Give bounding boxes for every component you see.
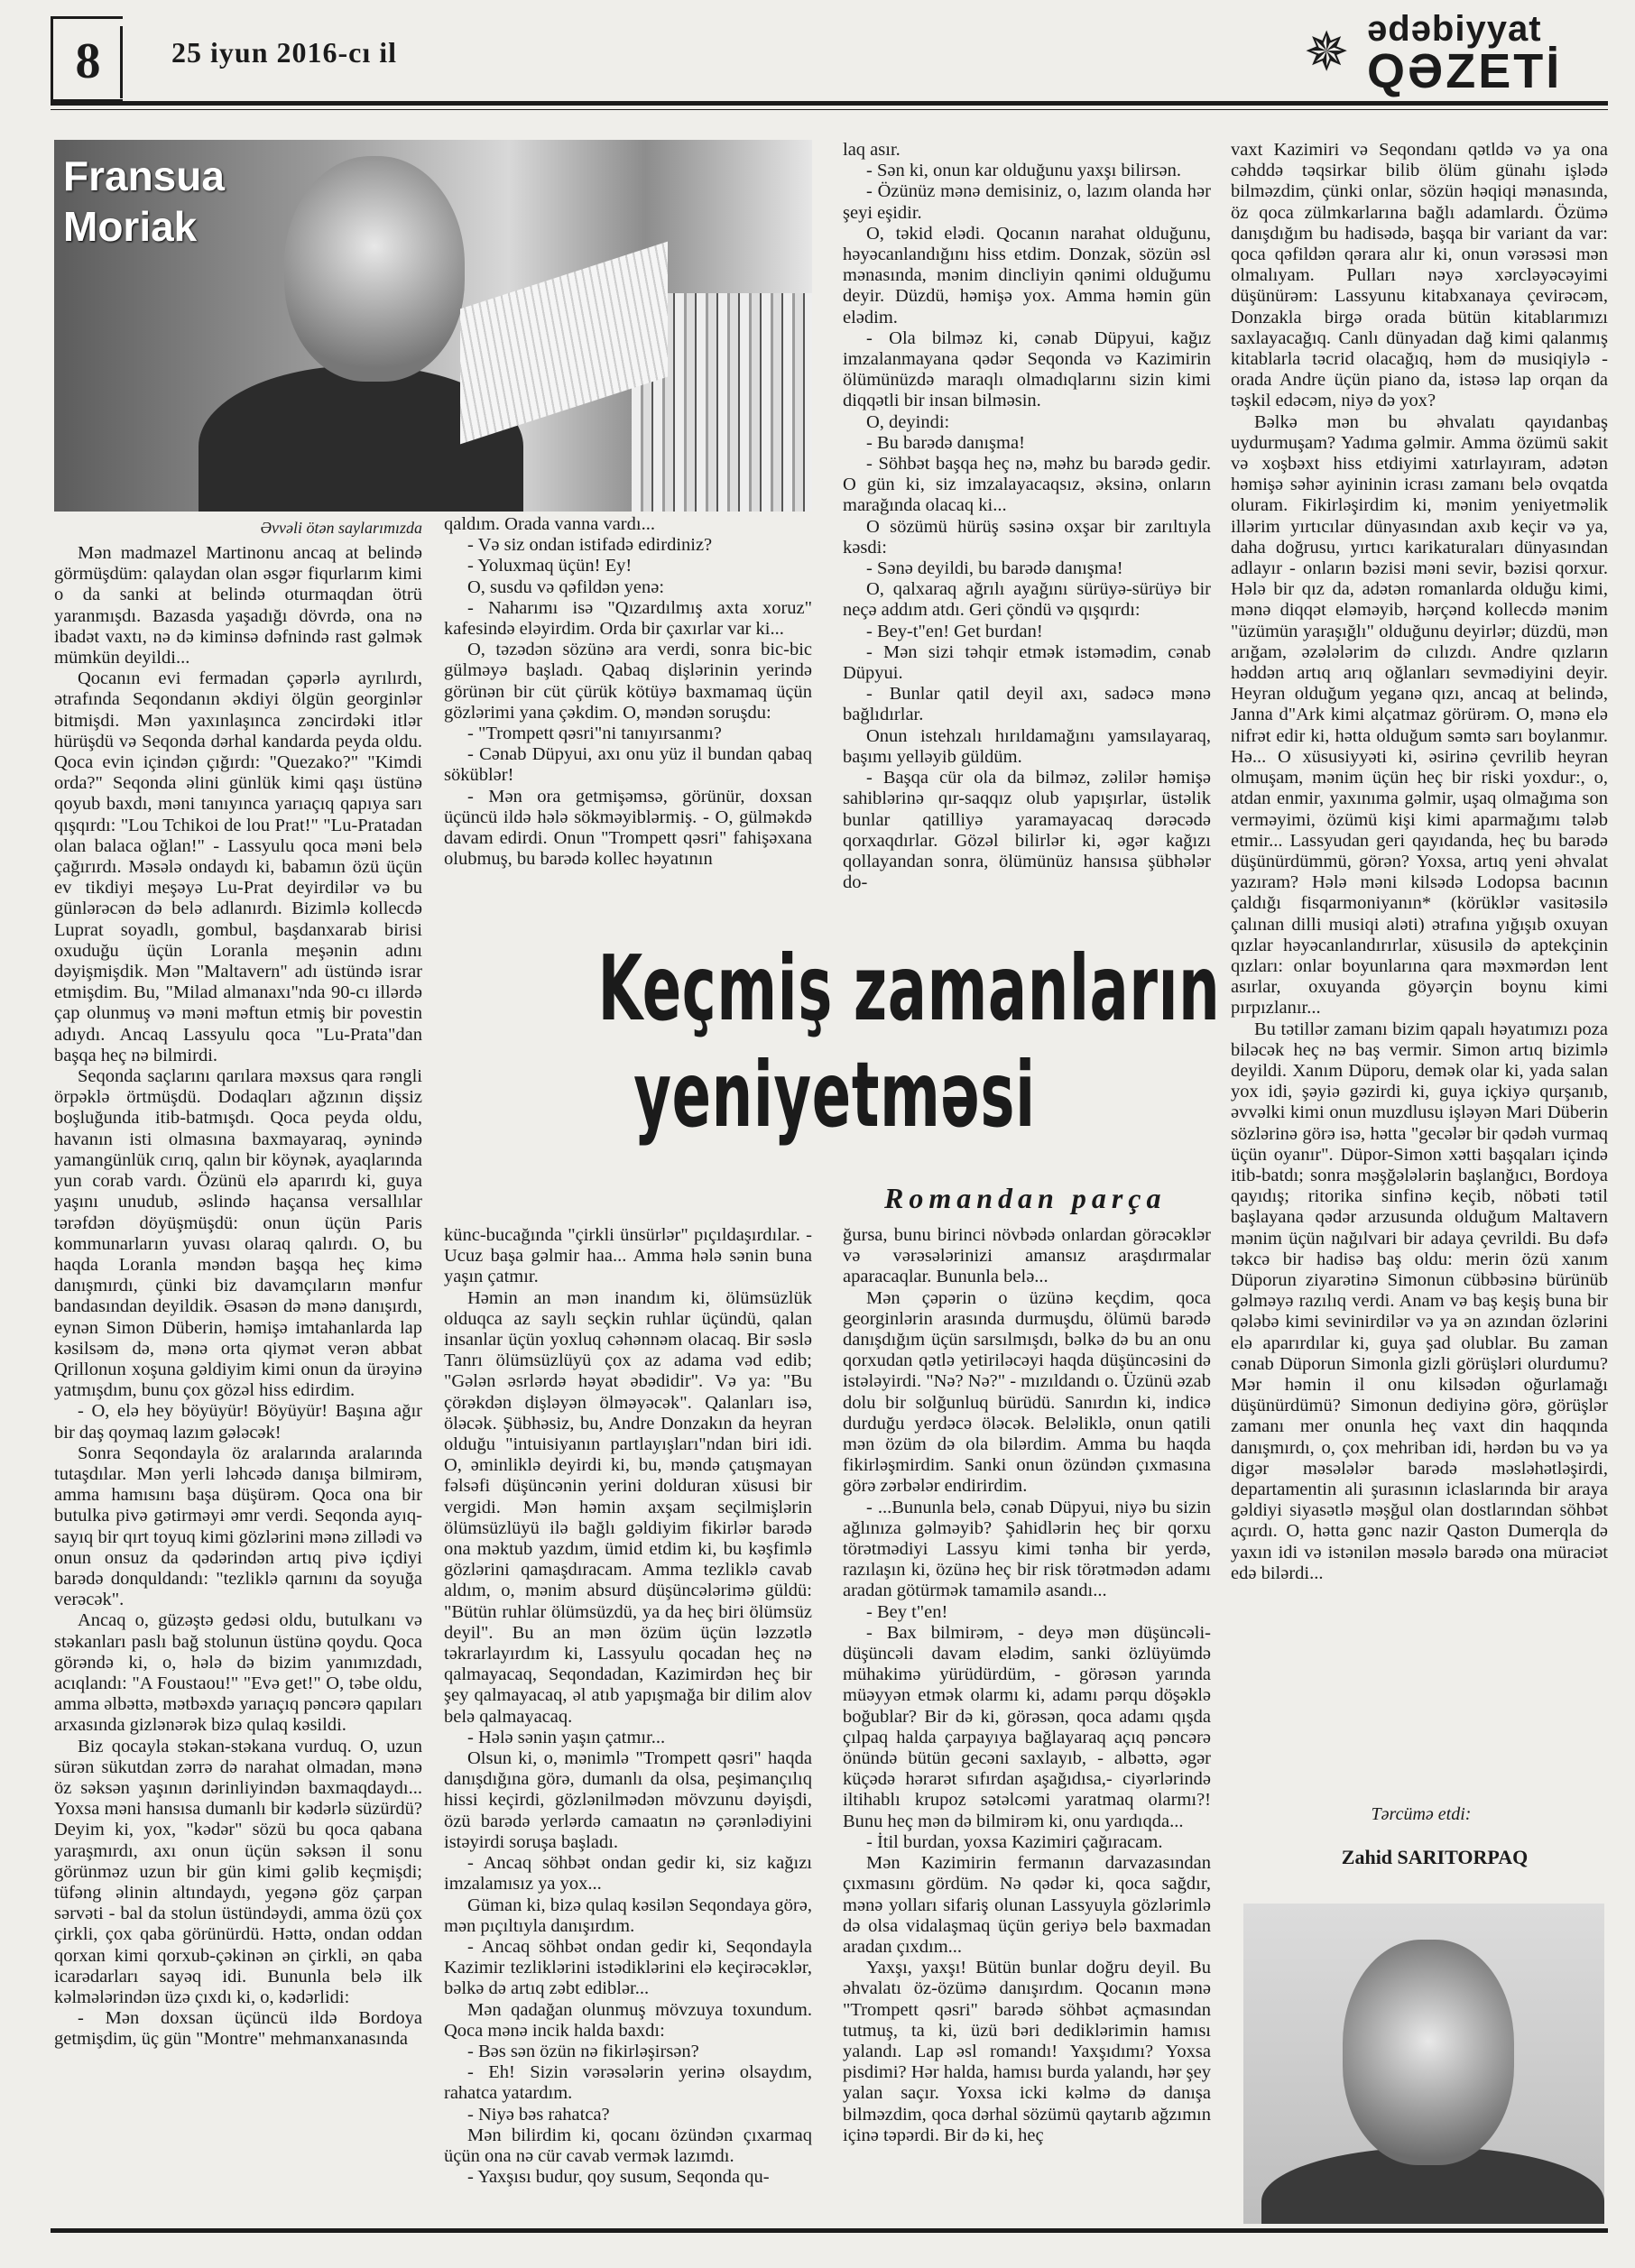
header-rule-thin xyxy=(51,109,1608,110)
paragraph: - Bey t"en! xyxy=(866,1601,948,1622)
paragraph: - Sən ki, onun kar olduğunu yaxşı bilirsən. xyxy=(866,161,1182,181)
paragraph: Seqonda saçlarını qarılara məxsus qara rəngli örpəklə örtmüşdü. Dodaqları ağzının dişsiz boşluğunda itib-batmışdı. Qoca peyda oldu, havanın isti olmasına baxmayaraq, əynində yamangünlük cırıq, qalın bir köynək, ayaqlarında yun corab vardı. Özünü elə aparırdı ki, guya yaşını unudub, əslində haçansa versallılar tərəfdən döyüşmüşdü: onun üçün Paris kommunarların yuvası olaraq qalırdı. O, bu haqda Loranla məndən başqa heç kimə danışmırdı, çünki biz davamçıların mənfur bandasından deyildik. Əsasən də mənə danışırdı, eynən Simon Düberin, həmişə imtahanlarda lap kəsilsəm də, mənə orta qiymət verən abbat Qrillonun xoşuna gəldiyim kimi onun da ürəyinə yatmışdım, bunu çox gözəl hiss edirdim. xyxy=(54,1066,422,1401)
paragraph: - Sənə deyildi, bu barədə danışma! xyxy=(866,558,1123,579)
author-head-image xyxy=(284,156,465,382)
paragraph: Olsun ki, o, mənimlə "Trompett qəsri" haqda danışdığına görə, dumanlı da olsa, peşimançılıq hissi keçirdi, gözlənilmədən mövzunu dəyişdi, özü barədə yerlərdə camaatın nə çərənlədiyini istəyirdi soruşa başladı. xyxy=(444,1748,812,1852)
paragraph: laq asır. xyxy=(843,140,901,160)
paragraph: künc-bucağında "çirkli ünsürlər" pıçıldaşırdılar. - Ucuz başa gəlmir haa... Amma hələ sənin buna yaşın çatmır. xyxy=(444,1225,812,1287)
paragraph: Sonra Seqondayla öz aralarında aralarında tutaşdılar. Mən yerli ləhcədə danışa bilmirəm, amma hamısını başa düşürəm. Qoca ona bir butulka pivə gətirməyi əmr verdi. Seqonda ayıq-sayıq bir qırt toyuq kimi gözlərini mənə zillədi və onun onsuz da qədərindən artıq pivə içdiyi barədə donquldandı: "tezliklə qarnını da soyuğa verəcək". xyxy=(54,1443,422,1610)
paragraph: Bu tətillər zamanı bizim qapalı həyatımızı poza biləcək heç nə baş vermir. Simon artıq bizimlə deyildi. Xanım Düporu, demək olar ki, yada salan yox idi, şəyiə gəzirdi ki, guya içkiyə qurşanıb, əvvəlki kimi onun muzdlusu işləyən Mari Düberin sözlərinə görə isə, hətta "gecələr bir qədəh vurmaq üçün oyanır". Düpor-Simon xətti başqaları içində itib-batdı; sonra məşğələlərin başlanğıcı, Bordoya qayıdış; ritorika sinfinə keçib, nöbəti tətil başlayana qədər arzusunda olduğum Maltavern mənim üçün nağılvari bir adaya çevrildi. Bu dəfə təkcə bir hadisə baş oldu: merin özü xanım Düporun ziyarətinə Simonun cübbəsinə bürünüb gəlməyə razılıq verdi. Anam və baş keşiş buna bir qələbə kimi sevinirdilər və ya ən azından özlərini elə aparırdılar ki, guya şad olublar. Bu zaman cənab Düporun Simonla gizli görüşləri olurdumu? Mər həmin il onu kilsədən oğurlamağı düşünürdümü? Simonun dediyinə görə, görüşlər zamanı mer onunla heç vaxt din haqqında danışmırdı, o, çox mehriban idi, hərdən bu və ya digər məsələlər barədə məsləhətləşirdi, departamentin ali şurasının iclaslarında bir araya gəldiyi siyasətlə məşğul olan dostlarından söhbət açırdı. O, hətta gənc nazir Qaston Dumerqla də yaxın idi və istənilən məsələ barədə ona müraciət edə bilərdi... xyxy=(1231,1019,1608,1583)
paragraph: - Və siz ondan istifadə edirdiniz? xyxy=(467,535,713,556)
paragraph: - Cənab Düpyui, axı onu yüz il bundan qabaq söküblər! xyxy=(444,744,812,786)
text-column-1 xyxy=(54,543,422,2221)
paragraph: - Başqa cür ola da bilməz, zəlilər həmişə sahiblərinə qır-saqqız olub yapışırlar, üstəlik bunlar qatilliyə yaramayacaq dərəcədə qorxaqdırlar. Gözəl bilirlər ki, əgər kağızı qollayandan sonra, ölümünüz hansısa şübhələr do- xyxy=(843,768,1211,893)
paragraph: - Yaxşısı budur, qoy susum, Seqonda qu- xyxy=(467,2167,770,2188)
paragraph: - Bax bilmirəm, - deyə mən düşüncəli-düşüncəli davam elədim, sanki özlüyümdə mühakimə yürüdürdüm, - görəsən yarında müəyyən etmək olarmı ki, adamı pərqu döşəklə boğublar? Bir də ki, görəsən, qoca adamı qışda çılpaq halda çarpayıya bağlayaraq açıq pəncərə önündə bütün gecəni saxlayıb, - albəttə, əgər küçədə hərarət sıfırdan aşağıdısa,- ciyərlərində iltihablı krupoz sətəlcəmi yaratmaq olarmı?! Bunu heç mən də bilmirəm ki, onu yardıqda... xyxy=(843,1622,1211,1831)
translator-name: Zahid SARITORPAQ xyxy=(1341,1846,1529,1868)
paragraph: - Niyə bəs rahatca? xyxy=(467,2104,610,2125)
issue-date: 25 iyun 2016-cı il xyxy=(171,36,398,69)
paragraph: - Ancaq söhbət ondan gedir ki, siz kağızı imzalamısız ya yox... xyxy=(444,1853,812,1895)
paragraph: Qocanın evi fermadan çəpərlə ayrılırdı, ətrafında Seqondanın əkdiyi ölgün georginlər bitmişdi. Mən yaxınlaşınca zəncirdəki itlər hürüşdü və Seqonda dərhal kandarda peyda oldu. Qoca evin içindən çığırdı: "Quezako?" "Kimdi orda?" Seqonda əlini günlük kimi qaşı üstünə qoyub baxdı, məni tanıyınca yarıaçıq qapıya sarı qışqırdı: "Lou Tchikoi de lou Prat!" "Lu-Pratadan olan balaca oğlan!" - Lassyulu qoca məni belə çağırırdı. Məsələ ondaydı ki, babamın özü üçün ev tikdiyi meşəyə Lu-Prat deyirdilər və bu günlərəcən də belə adlanırdı. Bizimlə kollecdə Luprat soyadlı, gombul, başdanxarab birisi oxuduğu üçün Loranla meşənin adını dəyişmişdik. Mən "Maltavern" adı üstündə israr etmişdim. Bu, "Milad almanaxı"nda 90-cı illərdə çap olunmuş və məni məftun etmiş bir povestin adıydı. Ancaq Lassyulu qoca "Lu-Prata"dan başqa heç nə bilmirdi. xyxy=(54,668,422,1065)
paragraph: Güman ki, bizə qulaq kəsilən Seqondaya görə, mən pıçıltıyla danışırdım. xyxy=(444,1895,812,1936)
header-rule xyxy=(51,101,1608,106)
headline-subtitle: Romandan parça xyxy=(884,1182,1167,1214)
paragraph: - Naharımı isə "Qızardılmış axta xoruz" kafesində eləyirdim. Orda bir çaxırlar var ki... xyxy=(444,597,812,640)
author-photo xyxy=(54,140,812,512)
paragraph: - Bey-t"en! Get burdan! xyxy=(866,621,1043,641)
paragraph: - Mən ora getmişəmsə, görünür, doxsan üçüncü ildə hələ sökməyiblərmiş. - O, gülməkdə davam edirdi. Onun "Trompett qəsri" fahişəxana olubmuş, bu barədə kollec həyatının xyxy=(444,786,812,870)
paragraph: O, qalxaraq ağrılı ayağını sürüyə-sürüyə bir neçə addım atdı. Geri çöndü və qışqırdı: xyxy=(843,579,1211,621)
paragraph: - O, elə hey böyüyür! Böyüyür! Başına ağır bir daş qoymaq lazım gələcək! xyxy=(54,1401,422,1443)
page-number: 8 xyxy=(51,16,123,102)
text-column-3-top xyxy=(843,140,1211,925)
paragraph: - Bu barədə danışma! xyxy=(866,432,1025,453)
paragraph: O, susdu və qəfildən yenə: xyxy=(467,576,665,597)
paragraph: - Mən doxsan üçüncü ildə Bordoya getmişdim, üç gün "Montre" mehmanxanasında xyxy=(54,2008,422,2050)
paragraph: O, deyindi: xyxy=(866,411,950,432)
footer-rule xyxy=(51,2228,1608,2233)
continued-caption: Əvvəli ötən saylarımızda xyxy=(260,519,422,537)
paragraph: - Söhbət başqa heç nə, məhz bu barədə gedir. O gün ki, siz imzalayacaqsız, əksinə, onların marağında olacaq ki... xyxy=(843,454,1211,516)
headline-line-1: Keçmiş zamanların xyxy=(597,936,1221,1041)
masthead-top: ədəbiyyat xyxy=(1367,9,1542,49)
masthead-bottom: QƏZETİ xyxy=(1367,44,1563,98)
paragraph: ğursa, bunu birinci növbədə onlardan görəcəklər və vərəsələrinizi amansız araşdırmalar aparacaqlar. Bununla belə... xyxy=(843,1225,1211,1287)
paragraph: - Hələ sənin yaşın çatmır... xyxy=(467,1727,666,1747)
paragraph: O, təzədən sözünə ara verdi, sonra bic-bic gülməyə başladı. Qabaq dişlərinin yerində görünən bir cüt çürük kötüyə baxmamaq üçün gözlərimi yana çəkdim. O, məndən soruşdu: xyxy=(444,640,812,723)
paragraph: Onun istehzalı hırıldamağını yamsılayaraq, başımı yelləyib güldüm. xyxy=(843,725,1211,767)
text-column-3-bottom xyxy=(843,1225,1211,2217)
paragraph: - Mən sizi təhqir etmək istəmədim, cənab Düpyui. xyxy=(843,641,1211,684)
paragraph: Mən çəpərin o üzünə keçdim, qoca georginlərin arasında durmuşdu, ölümü barədə danışdığım üçün sarsılmışdı, bəlkə də bu an onu qorxudan qətlə yetiriləcəyi haqda düşüncəsini də istələyirdi. "Nə? Nə?" - mızıldandı o. Üzünü əzab dolu bir solğunluq bürüdü. Sanırdın ki, indicə durduğu yerdəcə öləcək. Beləliklə, onun qatili mən özüm də ola bilərdim. Amma bu haqda fikirləşmirdim. Sanki onun özündən çıxmasına görə zərbələr endirirdim. xyxy=(843,1287,1211,1497)
paragraph: - Özünüz mənə demisiniz, o, lazım olanda hər şeyi eşidir. xyxy=(843,181,1211,223)
paragraph: - ...Bununla belə, cənab Düpyui, niyə bu sizin ağlınıza gəlməyib? Şahidlərin heç bir qorxu törətmədiyi Lassyu kimi tənha bir yerdə, razılaşın ki, özünə heç bir risk törətmədən adamı aradan götürmək tamamilə asandı... xyxy=(843,1497,1211,1601)
paragraph: Yaxşı, yaxşı! Bütün bunlar doğru deyil. Bu əhvalatı öz-özümə danışırdım. Qocanın mənə "Trompett qəsri" barədə söhbət açmasından tutmuş, ta ki, üzü bəri dediklərimin hamısı yalandı. Lap əsl romandı! Yaxşıdımı? Yoxsa pisdimi? Hər halda, hamısı burda yalandı, hər şey yalan saçır. Yoxsa icki kəlmə də danışa bilməzdim, qoca dərhal sözümü qaytarıb ağzımın içinə təpərdi. Bir də ki, heç xyxy=(843,1958,1211,2145)
headline-line-2: yeniyetməsi xyxy=(633,1042,1036,1148)
paragraph: - Bunlar qatil deyil axı, sadəcə mənə bağlıdırlar. xyxy=(843,684,1211,725)
text-column-2-top xyxy=(444,514,812,961)
masthead xyxy=(1304,9,1593,98)
translator-face-image xyxy=(1343,1940,1514,2165)
paragraph: O, təkid elədi. Qocanın narahat olduğunu, həyəcanlandığını hiss etdim. Donzak, sözün əsl mənasında, mənim dincliyin qənimi olduğumu deyir. Düzdü, həmişə yox. Amma həmin gün elədim. xyxy=(843,223,1211,327)
paragraph: - Eh! Sizin vərəsələrin yerinə olsaydım, rahatca yatardım. xyxy=(444,2062,812,2104)
paragraph: - İtil burdan, yoxsa Kazimiri çağıracam. xyxy=(866,1831,1163,1852)
author-last-name: Moriak xyxy=(63,203,198,250)
paragraph: Mən madmazel Martinonu ancaq at belində görmüşdüm: qalaydan olan əsgər fiqurlarım kimi o da sanki at belində oturmaqdan ötrü yaranmışdı. Bazasda yaşadığı dövrdə, ona nə ibadət vaxtı, nə də kiminsə dəfnində rast gəlmək mümkün deyildi... xyxy=(54,543,422,668)
paragraph: O sözümü hürüş səsinə oxşar bir zarıltıyla kəsdi: xyxy=(843,516,1211,558)
star-emblem-icon: ✵ xyxy=(1304,23,1350,82)
paragraph: Ancaq o, güzəştə gedəsi oldu, butulkanı və stəkanları paslı bağ stolunun üstünə qoydu. Qoca görəndə ki, o, hələ də bizim yanımızdadı, acıqlandı: "A Foustaou!" "Evə get!" O, təbe oldu, amma əlbəttə, mətbəxdə yarıaçıq pəncərə qapıları arxasında gizlənərək bizə qulaq kəsildi. xyxy=(54,1610,422,1736)
author-name xyxy=(63,151,225,252)
paragraph: Mən bilirdim ki, qocanı özündən çıxarmaq üçün ona nə cür cavab vermək lazımdı. xyxy=(444,2125,812,2166)
paragraph: - Yoluxmaq üçün! Ey! xyxy=(467,556,633,576)
paragraph: Biz qocayla stəkan-stəkana vurduq. O, uzun sürən sükutdan zərrə də narahat olmadan, mənə öz səksən yaşının dərinliyindən baxmaqdaydı... Yoxsa məni hansısa dumanlı bir kədərlə süzürdü? Deyim ki, yox, "kədər" sözü bu qoca qabana yaraşmırdı, axı onun üçün səksən il sonu görünməz uzun bir gün kimi gəlib keçmişdi; tüfəng əlinin altındaydı, yegənə göz çarpan sərvəti - bal da stolun üstündəydi, amma özü çox çirkli, çox qaba görünürdü. Həttə, ondan oddan qorxan kimi qorxub-çəkinən ən çirkli, ən qaba icarədarları sayəq idi. Bununla belə ilk kəlmələrindən üzə çıxdı ki, o, kədərlidi: xyxy=(54,1736,422,2008)
paragraph: qaldım. Orada vanna vardı... xyxy=(444,514,655,534)
paragraph: vaxt Kazimiri və Seqondanı qətldə və ya ona cəhddə təqsirkar bilib ölüm günahı işlədə bilməzdim, çünki onlar, sözün həqiqi mənasında, öz qoca zülmkarlarına bağlı adamlardı. Özümə danışdığım bu hadisədə, başqa bir variant da var: qoca qəfildən qərara alır ki, onun vərəsəsi mən olmalıyam. Pulları nəyə xərcləyəcəyimi düşünürəm: Lassyunu kitabxanaya çevirəcəm, Donzakla birgə orada bütün kitablarımızı saxlayacağıq. Canlı dünyadan dağ kimi qalanmış kitablarla təcrid olacağıq, həm də musiqiylə - orada Andre üçün piano da, istəsə lap orqan da təşkil edəcəm, niyə də yox? xyxy=(1231,140,1608,411)
paragraph: Mən qadağan olunmuş mövzuya toxundum. Qoca mənə incik halda baxdı: xyxy=(444,1999,812,2041)
author-first-name: Fransua xyxy=(63,152,225,199)
text-column-2-bottom xyxy=(444,1225,812,2217)
paragraph: - Ola bilməz ki, cənab Düpyui, kağız imzalanmayana qədər Seqonda və Kazimirin ölümünüzdə maraqlı olmadıqlarını sizin kimi diqqətli bir insan bilməsin. xyxy=(843,327,1211,411)
article-headline xyxy=(465,936,1221,1148)
paragraph: - Ancaq söhbət ondan gedir ki, Seqondayla Kazimir tezliklərini istədiklərini elə keçirəcəklər, bəlkə də artıq zəbt ediblər... xyxy=(444,1936,812,1999)
translator-label: Tərcümə etdi: xyxy=(1371,1804,1472,1824)
paragraph: Həmin an mən inandım ki, ölümsüzlük olduqca az saylı seçkin ruhlar üçündü, qalan insanlar üçün yoxluq cəhənnəm olacaq. Bir səslə Tanrı ölümsüzlüyü çox az adama vəd edib; "Gələn əsrlərdə həyat əbədidir". Və ya: "Bu çörəkdən dişləyən ölməyəcək". Qalanları isə, öləcək. Şübhəsiz, bu, Andre Donzakın da heyran olduğu "intuisiyanın partlayışları"ndan biri idi. O, əminliklə deyirdi ki, bu, məndə çatışmayan fəlsəfi düşüncənin yerini dolduran xüsusi bir vergidi. Mən həmin axşam seçilmişlərin ölümsüzlüyü ilə bağlı gəldiyim fikirlər barədə ona məktub yazdım, ümid etdim ki, bu kəşfimlə gözlərini qamaşdıracam. Amma tezliklə cavab aldım, o, mənim absurd düşüncələrimə güldü: "Bütün ruhlar ölümsüzdü, ya da heç biri ölümsüz deyil". Bu an mən özüm üçün ləzzətlə təkrarlayırdım ki, Lassyulu qocadan heç nə qalmayacaq, Seqondadan, Kazimirdən heç bir şey qalmayacaq, əl atıb yapışmağa bir dilim alov belə qalmayacaq. xyxy=(444,1287,812,1727)
paragraph: Bəlkə mən bu əhvalatı qayıdanbaş uydurmuşam? Yadıma gəlmir. Amma özümü sakit və xoşbəxt hiss etdiyimi xatırlayıram, adətən həmişə səhər ayininin icrası zamanı belə ovqatda oluram. Fikirləşirdim ki, mənim yeniyetməlik illərim yırtıcılar dünyasından axıb keçir və ya, daha doğrusu, yırtıcı karikaturaları dünyasından adlayır - onların bəzisi məni sevir, bəzisi qorxur. Hələ bir qız da, adətən romanlarda olduğu kimi, mənə diqqət eləməyib, hərçənd kollecdə mənim "üzümün yaraşığlı" olduğunu deyirlər; düzdü, mən arığam, əzələlərim də cılızdı. Andre qızların həddən artıq arıq oğlanları sevmədiyini deyir. Heyran olduğum yeganə qızı, ancaq at belində, Janna d"Ark kimi alçatmaz görürəm. O, mənə elə nifrət edir ki, hətta olduğum səmtə sarı boylanmır. Hə... O xüsusiyyəti ki, əsirinə çevrilib heyran olmuşam, mənim üçün heç bir riski yoxdur:, o, atdan enmir, yaxınıma gəlmir, uşaq olmağıma son verməyimi, özümü kişi kimi aparmağımı tələb etmir... Lassyudan geri qayıdanda, heç bu barədə düşünürdümmü, görən? Yoxsa, artıq yeni əhvalat yazıram? Hələ məni kilsədə Lodopsa bacının çaldığı fisqarmoniyanın* (körüklər vasitəsilə çalınan dilli musiqi aləti) ətrafına yığışıb oxuyan qızlar həyəcanlandırırlar, xüsusilə də aptekçinin qızları: onlar boyunlarına qara məxmərdən lent asırlar, oxuyanda göyərçin boynu kimi pırpızlanır... xyxy=(1231,411,1608,1019)
translator-photo xyxy=(1243,1904,1604,2224)
paragraph: - "Trompett qəsri"ni tanıyırsanmı? xyxy=(467,724,722,744)
paragraph: - Bəs sən özün nə fikirləşirsən? xyxy=(467,2041,699,2061)
paragraph: Mən Kazimirin fermanın darvazasından çıxmasını gördüm. Nə qədər ki, qoca sağdır, mənə yolları sifariş olunan Lassyuyla gözlərimlə də olsa vidalaşmaq üçün geriyə belə baxmadan aradan çıxdım... xyxy=(843,1853,1211,1957)
